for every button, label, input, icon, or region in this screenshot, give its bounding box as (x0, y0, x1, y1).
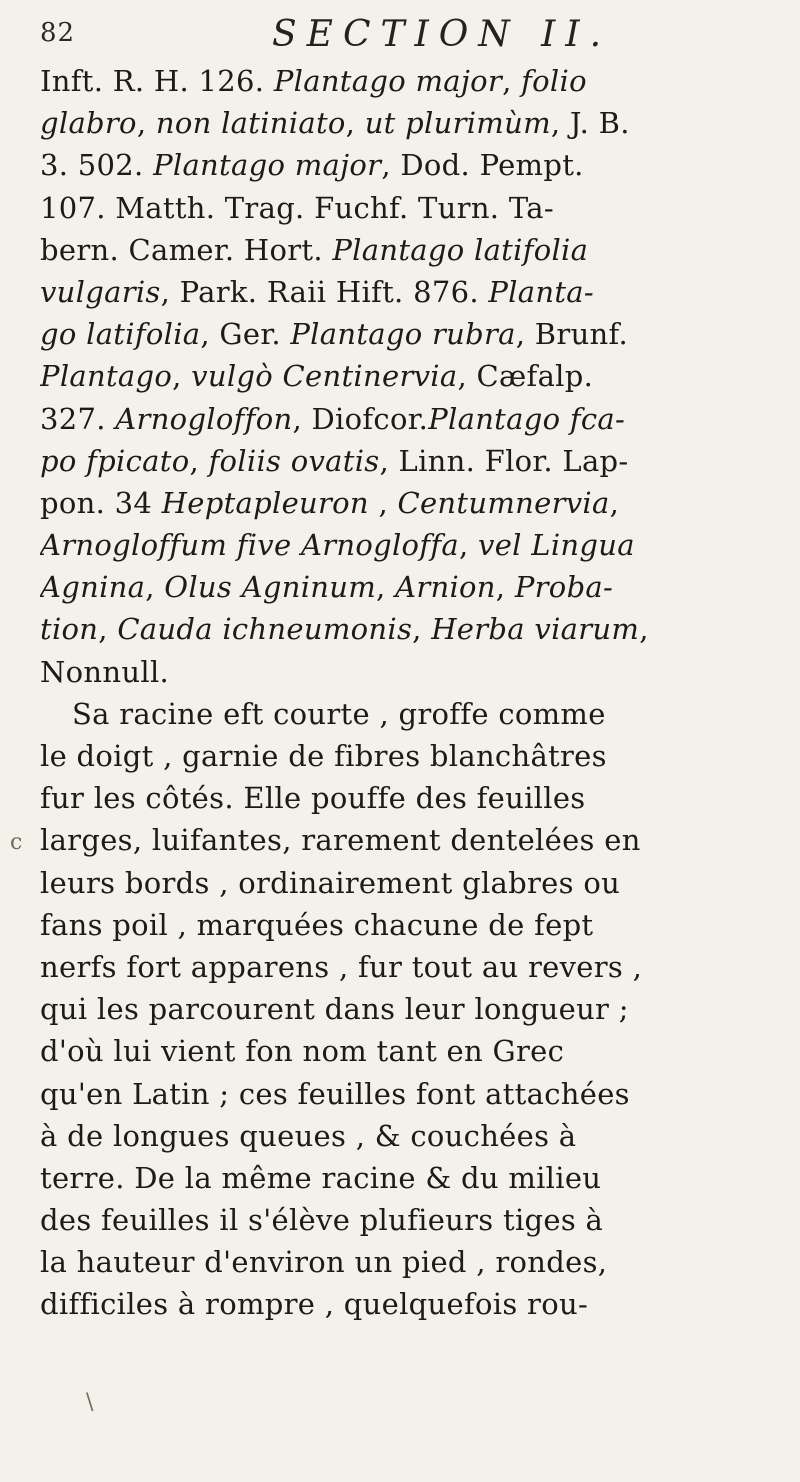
roman-text: d'où lui vient fon nom tant en Grec (40, 1034, 565, 1069)
text-line (40, 271, 770, 313)
roman-text: , (189, 443, 209, 478)
italic-text: Planta- (488, 274, 594, 309)
roman-text: , (172, 359, 192, 394)
italic-text: Plantago (40, 359, 173, 394)
margin-mark: \ (86, 1390, 94, 1415)
roman-text: bern. Camer. Hort. (40, 232, 333, 267)
italic-text: Plantago major (273, 64, 503, 98)
italic-text: foliis ovatis (208, 443, 380, 478)
text-line (40, 144, 770, 186)
text-line (40, 988, 770, 1030)
roman-text: qui les parcourent dans leur longueur ; (40, 992, 629, 1027)
roman-text: leurs bords , ordinairement glabres ou (40, 865, 621, 900)
italic-text: Centumnervia (397, 485, 610, 520)
roman-text: à de longues queues , & couchées à (40, 1118, 577, 1153)
margin-mark: c (10, 830, 23, 855)
text-line (40, 651, 770, 693)
roman-text: , (145, 570, 165, 605)
italic-text: tion (40, 612, 99, 647)
roman-text: , (368, 485, 398, 520)
italic-text: Cauda ichneumonis (117, 612, 413, 647)
text-line (40, 566, 770, 608)
roman-text: , Brunf. (515, 317, 629, 352)
text-line (40, 1073, 770, 1115)
text-line (40, 1115, 770, 1157)
text-line (40, 862, 770, 904)
roman-text: qu'en Latin ; ces feuilles font attachées (40, 1076, 630, 1111)
roman-text: difficiles à rompre , quelquefois rou- (40, 1287, 589, 1322)
text-line (40, 482, 770, 524)
italic-text: ut plurimùm (364, 106, 551, 141)
italic-text: Plantago fca- (428, 401, 626, 436)
text-line (40, 313, 770, 355)
roman-text: fans poil , marquées chacune de fept (40, 907, 594, 942)
italic-text: vel Lingua (478, 528, 635, 563)
page-number: 82 (40, 18, 76, 48)
italic-text: Arnogloffum five Arnogloffa (40, 528, 459, 563)
text-line (40, 187, 770, 229)
roman-text: , (345, 106, 365, 141)
text-line (40, 229, 770, 271)
roman-text: Inft. R. H. 126. (40, 64, 274, 98)
italic-text: go latifolia (40, 317, 201, 352)
roman-text: , Park. Raii Hift. 876. (160, 274, 489, 309)
roman-text: 327. (40, 401, 116, 436)
text-line (40, 693, 770, 735)
text-line (40, 1157, 770, 1199)
roman-text: , Linn. Flor. Lap- (379, 443, 629, 478)
text-line (40, 1030, 770, 1072)
roman-text: , Ger. (200, 317, 291, 352)
italic-text: glabro (40, 106, 137, 141)
roman-text: la hauteur d'environ un pied , rondes, (40, 1245, 608, 1280)
roman-text: , J. B. (550, 106, 630, 141)
roman-text: , (495, 570, 515, 605)
italic-text: Arnogloffon (115, 401, 293, 436)
italic-text: po fpicato (40, 443, 190, 478)
roman-text: , Diofcor. (292, 401, 429, 436)
text-line (40, 440, 770, 482)
italic-text: vulgaris (40, 274, 161, 309)
roman-text: 107. Matth. Trag. Fuchf. Turn. Ta- (40, 190, 554, 225)
italic-text: non latiniato (155, 106, 346, 141)
text-line (40, 524, 770, 566)
roman-text: , (136, 106, 156, 141)
roman-text: nerfs fort apparens , fur tout au revers , (40, 949, 643, 984)
text-line (40, 398, 770, 440)
roman-text: Sa racine eft courte , groffe comme (72, 696, 606, 731)
text-line (40, 1199, 770, 1241)
roman-text: le doigt , garnie de fibres blanchâtres (40, 739, 607, 773)
italic-text: Plantago major (153, 148, 382, 183)
italic-text: Plantago rubra (290, 317, 516, 352)
text-line (40, 355, 770, 397)
roman-text: , (502, 64, 522, 98)
text-line (40, 904, 770, 946)
text-line (40, 1283, 770, 1325)
roman-text: des feuilles il s'élève plufieurs tiges à (40, 1203, 604, 1238)
roman-text: , (458, 528, 479, 563)
roman-text: pon. 34 (40, 485, 162, 520)
page-header (40, 14, 760, 58)
text-line (40, 735, 770, 777)
roman-text: , (609, 485, 620, 520)
body-text (40, 60, 770, 1326)
roman-text: larges, luifantes, rarement dentelées en (40, 823, 641, 858)
roman-text: , (376, 570, 396, 605)
italic-text: folio (521, 64, 587, 98)
text-line (40, 777, 770, 819)
italic-text: Agnina (40, 570, 146, 605)
italic-text: Heptapleuron (161, 485, 369, 520)
text-line (40, 608, 770, 650)
italic-text: Olus Agninum (164, 570, 377, 605)
italic-text: Proba- (514, 570, 614, 605)
text-line (40, 102, 770, 144)
roman-text: , (412, 612, 432, 647)
roman-text: , Dod. Pempt. (381, 148, 584, 183)
italic-text: Arnion (395, 570, 496, 605)
roman-text: Nonnull. (40, 654, 170, 689)
text-line (40, 60, 770, 102)
italic-text: Plantago latifolia (332, 232, 589, 267)
text-line (40, 819, 770, 861)
running-head: SECTION II. (272, 14, 612, 55)
roman-text: , Cæfalp. (457, 359, 594, 394)
roman-text: , (639, 612, 649, 647)
roman-text: terre. De la même racine & du milieu (40, 1160, 602, 1195)
text-line (40, 1241, 770, 1283)
roman-text: fur les côtés. Elle pouffe des feuilles (40, 781, 586, 816)
roman-text: 3. 502. (40, 148, 154, 183)
italic-text: Herba viarum (431, 612, 640, 647)
text-line (40, 946, 770, 988)
italic-text: vulgò Centinervia (191, 359, 458, 394)
roman-text: , (98, 612, 118, 647)
